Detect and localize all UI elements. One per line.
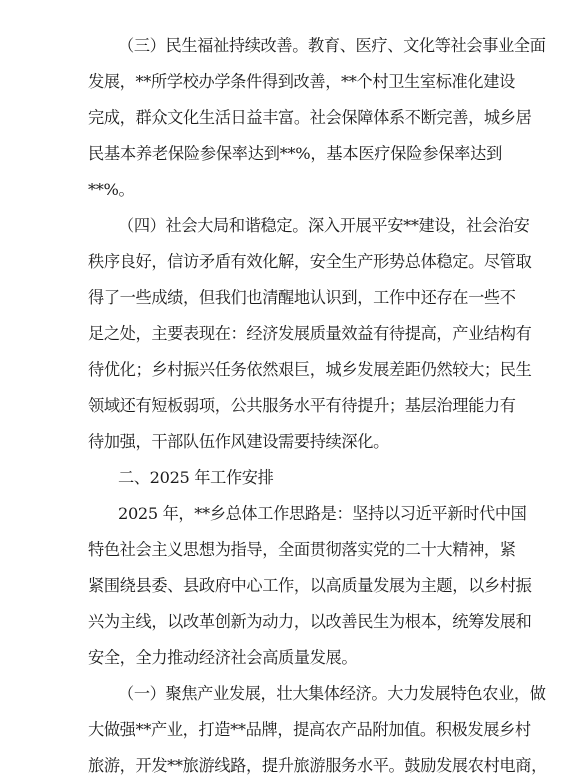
text-line: 待加强，干部队伍作风建设需要持续深化。 [88, 432, 389, 451]
text-line: 大做强**产业，打造**品牌，提高农产品附加值。积极发展乡村 [88, 720, 531, 739]
text-line: **%。 [88, 180, 135, 199]
text-line: 2025 年，**乡总体工作思路是：坚持以习近平新时代中国 [118, 504, 527, 523]
text-line: （一）聚焦产业发展，壮大集体经济。大力发展特色农业，做 [118, 684, 546, 703]
text-line: 特色社会主义思想为指导，全面贯彻落实党的二十大精神，紧 [88, 540, 516, 559]
text-line: （四）社会大局和谐稳定。深入开展平安**建设，社会治安 [118, 216, 530, 235]
text-line: 旅游，开发**旅游线路，提升旅游服务水平。鼓励发展农村电商， [88, 756, 547, 775]
text-line: 秩序良好，信访矛盾有效化解，安全生产形势总体稳定。尽管取 [88, 252, 532, 271]
text-line: 待优化；乡村振兴任务依然艰巨，城乡发展差距仍然较大；民生 [88, 360, 532, 379]
text-line: 得了一些成绩，但我们也清醒地认识到，工作中还存在一些不 [88, 288, 516, 307]
text-line: 安全，全力推动经济社会高质量发展。 [88, 648, 358, 667]
text-line: 足之处，主要表现在：经济发展质量效益有待提高，产业结构有 [88, 324, 532, 343]
text-line: 发展，**所学校办学条件得到改善，**个村卫生室标准化建设 [88, 72, 515, 91]
text-line: 兴为主线，以改革创新为动力，以改善民生为根本，统筹发展和 [88, 612, 532, 631]
text-line: （三）民生福祉持续改善。教育、医疗、文化等社会事业全面 [118, 36, 546, 55]
text-line: 完成，群众文化生活日益丰富。社会保障体系不断完善，城乡居 [88, 108, 532, 127]
text-line: 领域还有短板弱项，公共服务水平有待提升；基层治理能力有 [88, 396, 516, 415]
text-line: 民基本养老保险参保率达到**%，基本医疗保险参保率达到 [88, 144, 502, 163]
text-line: 紧围绕县委、县政府中心工作，以高质量发展为主题，以乡村振 [88, 576, 532, 595]
section-heading: 二、2025 年工作安排 [118, 468, 274, 487]
